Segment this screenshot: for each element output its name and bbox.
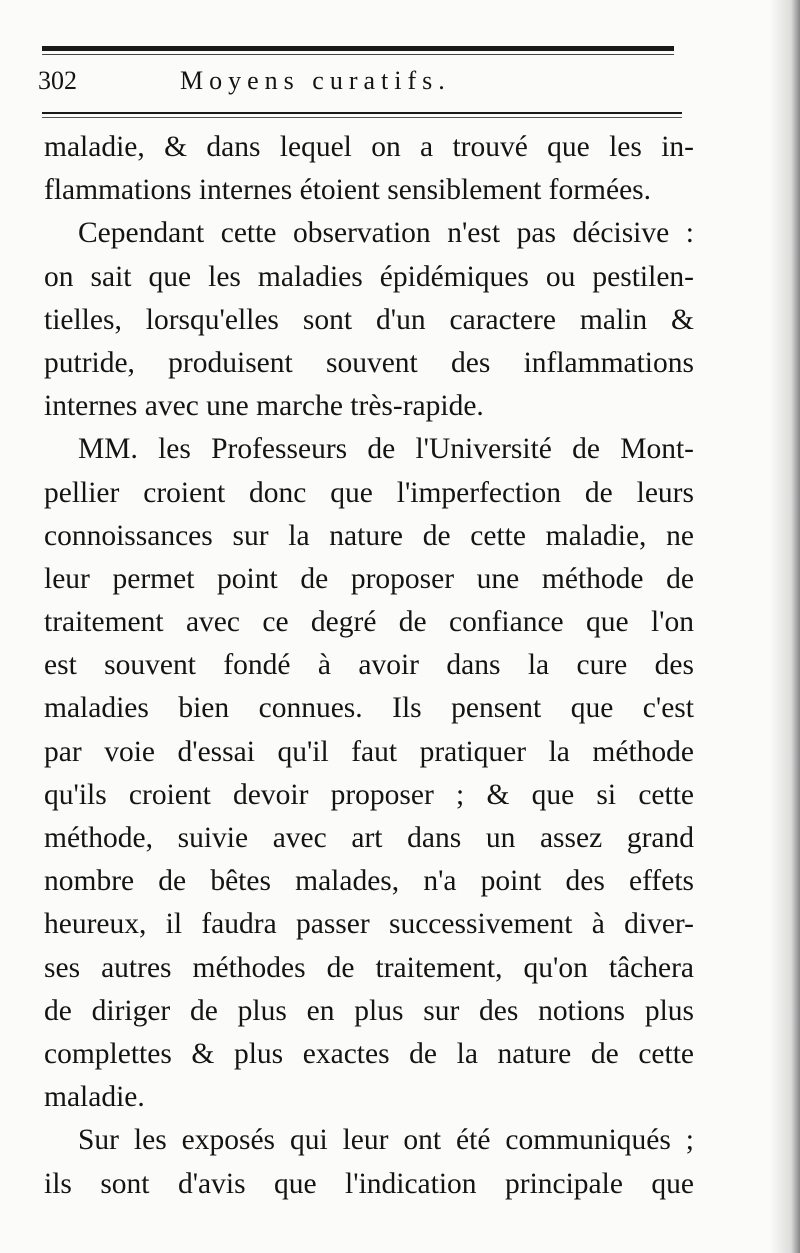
text-line: flammations internes étoient sensiblement formées. bbox=[44, 174, 652, 207]
text-line: complettes & plus exactes de la nature de cette bbox=[44, 1037, 694, 1070]
header-rule-thick bbox=[42, 46, 674, 51]
running-title: Moyens curatifs. bbox=[180, 66, 451, 95]
paragraph-first-line: Sur les exposés qui leur ont été communiqués ; bbox=[78, 1124, 694, 1157]
running-head bbox=[38, 66, 678, 106]
text-line: heureux, il faudra passer successivement à diver- bbox=[44, 908, 694, 941]
text-line: de diriger de plus en plus sur des notions plus bbox=[44, 994, 694, 1027]
text-line: pellier croient donc que l'imperfection de leurs bbox=[44, 476, 694, 509]
text-line: ils sont d'avis que l'indication principale que bbox=[44, 1167, 694, 1200]
header-rule-lower-thin bbox=[42, 117, 682, 118]
text-line: putride, produisent souvent des inflammations bbox=[44, 346, 694, 379]
text-line: maladie. bbox=[44, 1081, 145, 1114]
text-line: maladies bien connues. Ils pensent que c'est bbox=[44, 692, 694, 725]
text-line: tielles, lorsqu'elles sont d'un caractere malin & bbox=[44, 303, 694, 336]
paragraph-first-line: MM. les Professeurs de l'Université de Mont- bbox=[78, 433, 694, 466]
text-line: on sait que les maladies épidémiques ou pestilen- bbox=[44, 260, 694, 293]
header-rule-thin bbox=[42, 54, 674, 55]
body-text bbox=[44, 126, 694, 1206]
text-line: ses autres méthodes de traitement, qu'on tâchera bbox=[44, 951, 694, 984]
text-line: qu'ils croient devoir proposer ; & que si cette bbox=[44, 778, 694, 811]
text-line: connoissances sur la nature de cette maladie, ne bbox=[44, 519, 694, 552]
text-line: par voie d'essai qu'il faut pratiquer la méthode bbox=[44, 735, 694, 768]
text-line: maladie, & dans lequel on a trouvé que les in- bbox=[44, 131, 694, 163]
header-rule-lower bbox=[42, 112, 682, 114]
text-line: traitement avec ce degré de confiance que l'on bbox=[44, 606, 694, 639]
page-number: 302 bbox=[38, 66, 77, 95]
text-line: internes avec une marche très-rapide. bbox=[44, 390, 484, 423]
page-gutter-shadow bbox=[770, 0, 800, 1253]
text-line: nombre de bêtes malades, n'a point des effets bbox=[44, 865, 694, 898]
text-line: leur permet point de proposer une méthode de bbox=[44, 562, 694, 595]
text-line: est souvent fondé à avoir dans la cure des bbox=[44, 649, 694, 682]
paragraph-first-line: Cependant cette observation n'est pas décisive : bbox=[78, 217, 694, 250]
text-line: méthode, suivie avec art dans un assez grand bbox=[44, 822, 694, 854]
